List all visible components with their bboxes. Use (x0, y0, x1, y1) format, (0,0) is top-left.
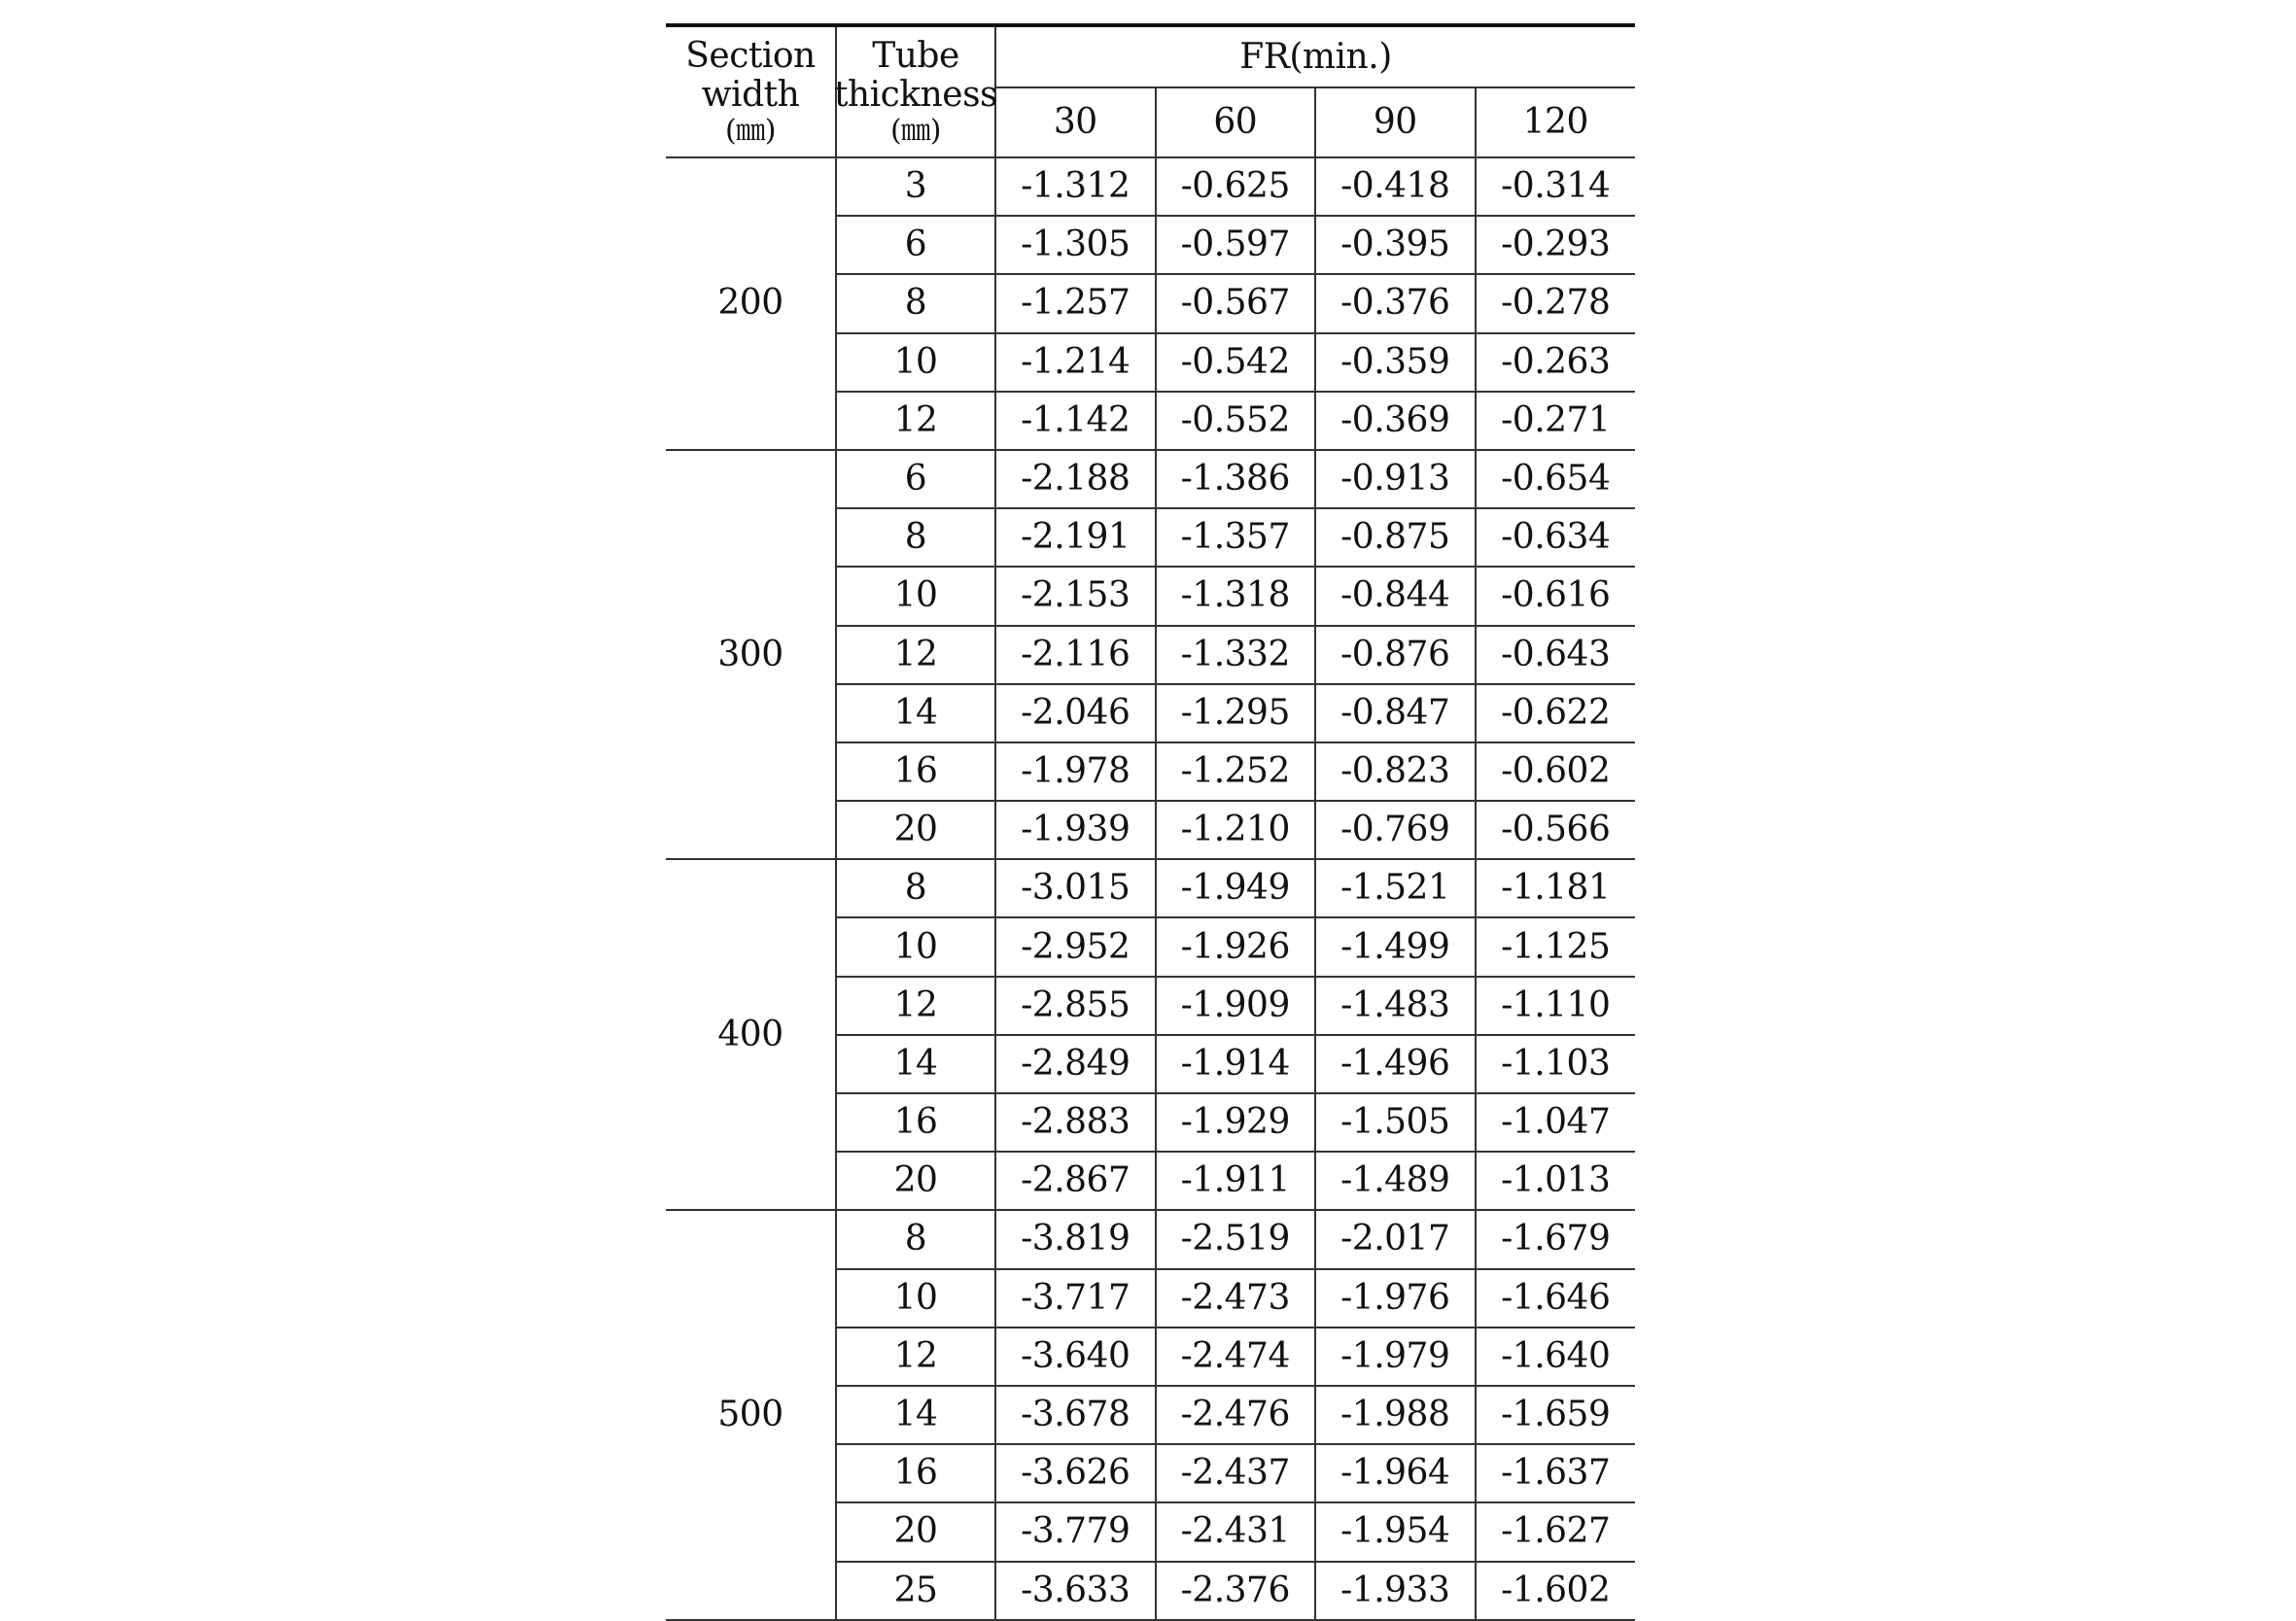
thickness-cell: 20 (836, 1502, 995, 1561)
fr-value-cell: -1.110 (1476, 977, 1636, 1035)
fr-value-cell: -1.312 (995, 157, 1156, 216)
fr-value-cell: -0.369 (1315, 392, 1476, 450)
table-header (666, 25, 1635, 157)
header-unit: (㎜) (725, 113, 776, 148)
fr-column-header: 120 (1476, 87, 1636, 157)
fr-value-cell: -1.489 (1315, 1152, 1476, 1210)
fr-value-cell: -0.823 (1315, 742, 1476, 801)
fr-value-cell: -2.473 (1156, 1269, 1316, 1328)
fr-value-cell: -0.625 (1156, 157, 1316, 216)
fr-value-cell: -0.643 (1476, 626, 1636, 684)
thickness-cell: 14 (836, 1035, 995, 1093)
fr-value-cell: -0.913 (1315, 450, 1476, 508)
fr-value-cell: -1.679 (1476, 1210, 1636, 1268)
fr-value-cell: -1.013 (1476, 1152, 1636, 1210)
thickness-cell: 14 (836, 1386, 995, 1444)
section-width-cell: 400 (666, 859, 836, 1210)
fr-value-cell: -1.142 (995, 392, 1156, 450)
fr-value-cell: -3.717 (995, 1269, 1156, 1328)
thickness-cell: 8 (836, 274, 995, 332)
fr-value-cell: -1.357 (1156, 508, 1316, 567)
thickness-cell: 16 (836, 1444, 995, 1502)
thickness-cell: 16 (836, 1093, 995, 1152)
fire-resistance-group-header: FR(min.) (995, 25, 1635, 87)
fr-value-cell: -1.318 (1156, 567, 1316, 625)
fr-value-cell: -2.188 (995, 450, 1156, 508)
fr-value-cell: -1.929 (1156, 1093, 1316, 1152)
fr-value-cell: -3.678 (995, 1386, 1156, 1444)
fr-value-cell: -0.271 (1476, 392, 1636, 450)
fr-value-cell: -0.567 (1156, 274, 1316, 332)
fr-value-cell: -1.483 (1315, 977, 1476, 1035)
fr-value-cell: -1.939 (995, 801, 1156, 859)
fr-value-cell: -0.542 (1156, 333, 1316, 392)
fr-value-cell: -1.988 (1315, 1386, 1476, 1444)
section-width-cell: 300 (666, 450, 836, 859)
fr-value-cell: -1.637 (1476, 1444, 1636, 1502)
thickness-cell: 20 (836, 1152, 995, 1210)
thickness-cell: 6 (836, 450, 995, 508)
header-line: Section (685, 36, 816, 77)
fr-value-cell: -0.634 (1476, 508, 1636, 567)
fr-value-cell: -3.779 (995, 1502, 1156, 1561)
fr-value-cell: -0.263 (1476, 333, 1636, 392)
fr-value-cell: -0.395 (1315, 216, 1476, 274)
fr-value-cell: -0.314 (1476, 157, 1636, 216)
fr-value-cell: -1.976 (1315, 1269, 1476, 1328)
fr-value-cell: -1.909 (1156, 977, 1316, 1035)
fr-value-cell: -2.153 (995, 567, 1156, 625)
thickness-cell: 8 (836, 859, 995, 917)
fr-value-cell: -1.103 (1476, 1035, 1636, 1093)
table-row (666, 450, 1635, 508)
fr-value-cell: -1.926 (1156, 917, 1316, 976)
fr-value-cell: -2.431 (1156, 1502, 1316, 1561)
fr-column-header: 30 (995, 87, 1156, 157)
fr-value-cell: -1.949 (1156, 859, 1316, 917)
fr-value-cell: -1.125 (1476, 917, 1636, 976)
fr-value-cell: -1.181 (1476, 859, 1636, 917)
header-line: Tube (872, 36, 959, 77)
fr-value-cell: -1.332 (1156, 626, 1316, 684)
fr-value-cell: -1.954 (1315, 1502, 1476, 1561)
fr-value-cell: -2.376 (1156, 1562, 1316, 1620)
fr-value-cell: -3.015 (995, 859, 1156, 917)
fr-value-cell: -1.305 (995, 216, 1156, 274)
fr-value-cell: -2.017 (1315, 1210, 1476, 1268)
thickness-cell: 14 (836, 684, 995, 742)
thickness-cell: 12 (836, 392, 995, 450)
fr-value-cell: -2.952 (995, 917, 1156, 976)
fr-value-cell: -1.047 (1476, 1093, 1636, 1152)
fr-value-cell: -2.046 (995, 684, 1156, 742)
fr-value-cell: -0.769 (1315, 801, 1476, 859)
fr-column-header: 90 (1315, 87, 1476, 157)
fr-value-cell: -0.622 (1476, 684, 1636, 742)
thickness-cell: 10 (836, 333, 995, 392)
fr-value-cell: -2.849 (995, 1035, 1156, 1093)
fr-value-cell: -1.964 (1315, 1444, 1476, 1502)
fr-value-cell: -2.855 (995, 977, 1156, 1035)
thickness-cell: 12 (836, 977, 995, 1035)
thickness-cell: 10 (836, 1269, 995, 1328)
fr-value-cell: -0.875 (1315, 508, 1476, 567)
fr-value-cell: -0.418 (1315, 157, 1476, 216)
fr-value-cell: -3.819 (995, 1210, 1156, 1268)
fr-value-cell: -1.214 (995, 333, 1156, 392)
fr-value-cell: -1.640 (1476, 1328, 1636, 1386)
fire-resistance-table (666, 23, 1635, 1621)
fr-value-cell: -0.876 (1315, 626, 1476, 684)
header-line: width (701, 75, 800, 115)
table-row (666, 1210, 1635, 1268)
fr-value-cell: -1.257 (995, 274, 1156, 332)
fr-value-cell: -1.386 (1156, 450, 1316, 508)
section-width-cell: 500 (666, 1210, 836, 1619)
fr-value-cell: -0.616 (1476, 567, 1636, 625)
fr-value-cell: -0.566 (1476, 801, 1636, 859)
fr-value-cell: -1.914 (1156, 1035, 1316, 1093)
fr-value-cell: -1.659 (1476, 1386, 1636, 1444)
fr-value-cell: -2.519 (1156, 1210, 1316, 1268)
fr-value-cell: -3.633 (995, 1562, 1156, 1620)
fr-value-cell: -1.505 (1315, 1093, 1476, 1152)
thickness-cell: 12 (836, 1328, 995, 1386)
thickness-cell: 6 (836, 216, 995, 274)
fr-value-cell: -0.376 (1315, 274, 1476, 332)
fr-value-cell: -1.911 (1156, 1152, 1316, 1210)
fr-value-cell: -1.252 (1156, 742, 1316, 801)
thickness-cell: 3 (836, 157, 995, 216)
fr-value-cell: -0.552 (1156, 392, 1316, 450)
thickness-cell: 10 (836, 567, 995, 625)
fr-value-cell: -1.602 (1476, 1562, 1636, 1620)
fr-value-cell: -3.626 (995, 1444, 1156, 1502)
fr-value-cell: -2.867 (995, 1152, 1156, 1210)
fr-value-cell: -0.654 (1476, 450, 1636, 508)
fr-value-cell: -1.646 (1476, 1269, 1636, 1328)
fr-value-cell: -2.437 (1156, 1444, 1316, 1502)
thickness-cell: 20 (836, 801, 995, 859)
fr-value-cell: -1.210 (1156, 801, 1316, 859)
fr-value-cell: -2.883 (995, 1093, 1156, 1152)
fr-value-cell: -0.602 (1476, 742, 1636, 801)
table-body (666, 157, 1635, 1620)
fr-value-cell: -0.597 (1156, 216, 1316, 274)
fr-value-cell: -2.191 (995, 508, 1156, 567)
tube-thickness-header (833, 25, 998, 157)
table-row (666, 157, 1635, 216)
fr-value-cell: -3.640 (995, 1328, 1156, 1386)
section-width-header (666, 25, 836, 157)
table-row (666, 859, 1635, 917)
thickness-cell: 16 (836, 742, 995, 801)
fr-value-cell: -1.295 (1156, 684, 1316, 742)
fr-value-cell: -1.978 (995, 742, 1156, 801)
thickness-cell: 25 (836, 1562, 995, 1620)
fr-value-cell: -0.293 (1476, 216, 1636, 274)
fr-value-cell: -1.496 (1315, 1035, 1476, 1093)
thickness-cell: 8 (836, 508, 995, 567)
thickness-cell: 10 (836, 917, 995, 976)
fr-value-cell: -1.521 (1315, 859, 1476, 917)
header-line: thickness (833, 75, 998, 115)
fr-value-cell: -1.933 (1315, 1562, 1476, 1620)
thickness-cell: 8 (836, 1210, 995, 1268)
fr-value-cell: -1.979 (1315, 1328, 1476, 1386)
fr-value-cell: -1.499 (1315, 917, 1476, 976)
section-width-cell: 200 (666, 157, 836, 450)
fr-value-cell: -1.627 (1476, 1502, 1636, 1561)
fr-value-cell: -0.847 (1315, 684, 1476, 742)
fr-value-cell: -0.359 (1315, 333, 1476, 392)
thickness-cell: 12 (836, 626, 995, 684)
fr-value-cell: -2.474 (1156, 1328, 1316, 1386)
fr-value-cell: -2.476 (1156, 1386, 1316, 1444)
fr-value-cell: -2.116 (995, 626, 1156, 684)
fr-value-cell: -0.844 (1315, 567, 1476, 625)
header-unit: (㎜) (890, 113, 941, 148)
fr-column-header: 60 (1156, 87, 1316, 157)
fr-value-cell: -0.278 (1476, 274, 1636, 332)
